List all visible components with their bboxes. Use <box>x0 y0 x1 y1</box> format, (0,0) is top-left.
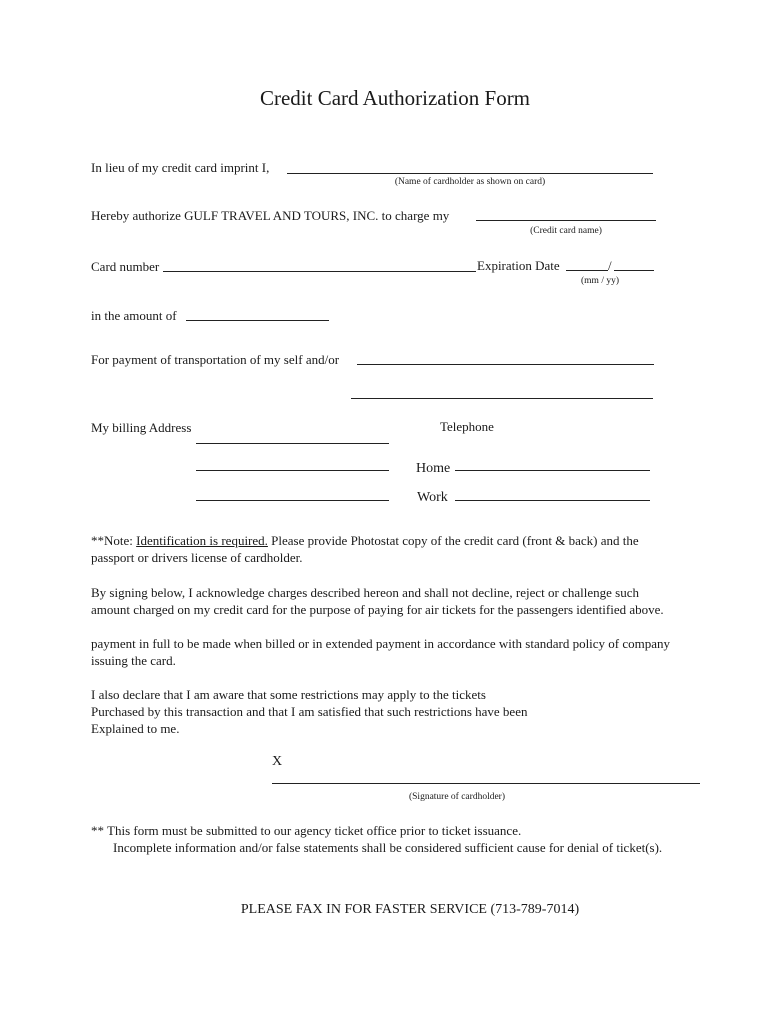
passenger-field-1[interactable] <box>357 364 654 365</box>
amount-field[interactable] <box>186 320 329 321</box>
expiration-slash: / <box>608 258 612 273</box>
authorize-label: Hereby authorize GULF TRAVEL AND TOURS, INC. to charge my <box>91 208 450 223</box>
expiration-label: Expiration Date <box>477 258 560 273</box>
card-number-field[interactable] <box>163 271 476 272</box>
card-name-caption: (Credit card name) <box>530 226 602 236</box>
declare-paragraph <box>91 686 711 737</box>
acknowledge-paragraph <box>91 584 711 618</box>
expiration-month-field[interactable] <box>566 270 608 271</box>
signature-caption: (Signature of cardholder) <box>408 792 506 802</box>
telephone-label: Telephone <box>440 419 494 434</box>
expiration-caption: (mm / yy) <box>581 276 619 286</box>
home-phone-label: Home <box>416 461 451 476</box>
lieu-label: In lieu of my credit card imprint I, <box>91 160 270 175</box>
declare-line-3: Explained to me. <box>91 721 180 736</box>
payment-paragraph <box>91 635 711 669</box>
note-line2: passport or drivers license of cardholder. <box>91 550 303 565</box>
signature-field[interactable] <box>272 783 700 784</box>
amount-label: in the amount of <box>91 308 177 323</box>
billing-address-label: My billing Address <box>91 420 192 435</box>
billing-address-field-3[interactable] <box>196 500 389 501</box>
submit-note-line-1: ** This form must be submitted to our agency ticket office prior to ticket issuance. <box>91 823 522 838</box>
cardholder-caption: (Name of cardholder as shown on card) <box>394 177 546 187</box>
billing-address-field-1[interactable] <box>196 443 389 444</box>
card-number-label: Card number <box>91 259 160 274</box>
note-underlined: Identification is required. <box>136 533 268 548</box>
home-phone-field[interactable] <box>455 470 650 471</box>
submit-note-line-2: Incomplete information and/or false statements shall be considered sufficient cause for denial of ticket(s). <box>113 840 663 855</box>
fax-notice: PLEASE FAX IN FOR FASTER SERVICE (713-789-7014) <box>240 902 580 917</box>
passenger-field-2[interactable] <box>351 398 653 399</box>
note-line1-rest: Please provide Photostat copy of the credit card (front & back) and the <box>267 533 639 548</box>
payment-line-2: issuing the card. <box>91 653 176 668</box>
signature-x-mark: X <box>272 754 283 769</box>
work-phone-field[interactable] <box>455 500 650 501</box>
acknowledge-line-1: By signing below, I acknowledge charges described hereon and shall not decline, reject or challenge such <box>91 585 639 600</box>
acknowledge-line-2: amount charged on my credit card for the purpose of paying for air tickets for the passengers identified above. <box>91 602 664 617</box>
credit-card-name-field[interactable] <box>476 220 656 221</box>
declare-line-1: I also declare that I am aware that some restrictions may apply to the tickets <box>91 687 486 702</box>
expiration-year-field[interactable] <box>614 270 654 271</box>
work-phone-label: Work <box>417 490 448 505</box>
cardholder-name-field[interactable] <box>287 173 653 174</box>
payment-line-1: payment in full to be made when billed or in extended payment in accordance with standard policy of company <box>91 636 671 651</box>
note-prefix: **Note: <box>91 533 137 548</box>
billing-address-field-2[interactable] <box>196 470 389 471</box>
declare-line-2: Purchased by this transaction and that I am satisfied that such restrictions have been <box>91 704 528 719</box>
payment-label: For payment of transportation of my self and/or <box>91 352 340 367</box>
identification-note <box>91 532 711 566</box>
page-title: Credit Card Authorization Form <box>259 86 531 110</box>
